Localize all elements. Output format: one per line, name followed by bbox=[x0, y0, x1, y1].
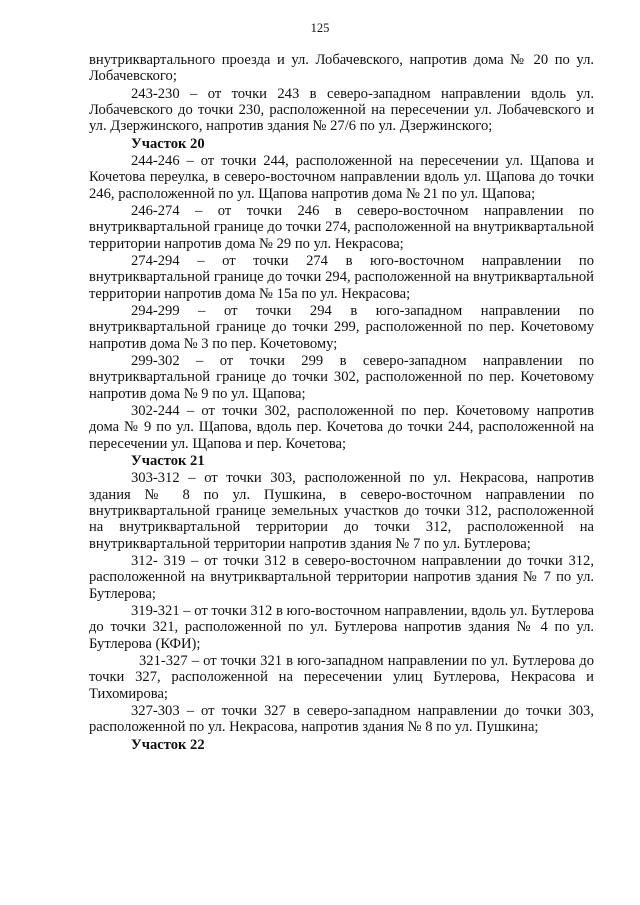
section-heading: Участок 22 bbox=[131, 736, 205, 753]
page-number: 125 bbox=[310, 21, 330, 35]
paragraph: 246-274 – от точки 246 в северо-восточном направлении по внутриквартальной границе до точки 274, расположенной на внутриквартальной территории напротив дома № 29 по ул. Некрасова; bbox=[89, 202, 594, 252]
section-heading: Участок 20 bbox=[131, 135, 205, 152]
paragraph: 274-294 – от точки 274 в юго-восточном направлении по внутриквартальной границе до точки 294, расположенной на внутриквартальной территории напротив дома № 15а по ул. Некрасова; bbox=[89, 252, 594, 302]
paragraph: 319-321 – от точки 312 в юго-восточном направлении, вдоль ул. Бутлерова до точки 321, расположенной по ул. Бутлерова напротив здания № 4 по ул. Бутлерова (КФИ); bbox=[89, 602, 594, 652]
paragraph: 312- 319 – от точки 312 в северо-восточном направлении до точки 312, расположенной на внутриквартальной территории напротив здания № 7 по ул. Бутлерова; bbox=[89, 552, 594, 602]
document-body bbox=[89, 52, 594, 754]
paragraph: 327-303 – от точки 327 в северо-западном направлении до точки 303, расположенной по ул. Некрасова, напротив здания № 8 по ул. Пушкина; bbox=[89, 703, 594, 736]
paragraph: 244-246 – от точки 244, расположенной на пересечении ул. Щапова и Кочетова переулка, в северо-восточном направлении вдоль ул. Щапова до точки 246, расположенной по ул. Щапова напротив дома № 21 по ул. Щапова; bbox=[89, 152, 594, 202]
paragraph: 321-327 – от точки 321 в юго-западном направлении по ул. Бутлерова до точки 327, расположенной на пересечении улиц Бутлерова, Некрасова и Тихомирова; bbox=[89, 652, 594, 702]
paragraph: 302-244 – от точки 302, расположенной по пер. Кочетовому напротив дома № 9 по ул. Щапова, вдоль пер. Кочетова до точки 244, расположенной на пересечении ул. Щапова и пер. Кочетова; bbox=[89, 402, 594, 452]
paragraph: внутриквартального проезда и ул. Лобачевского, напротив дома № 20 по ул. Лобачевского; bbox=[89, 52, 594, 85]
paragraph: 299-302 – от точки 299 в северо-западном направлении по внутриквартальной границе до точки 302, расположенной по пер. Кочетовому напротив дома № 9 по ул. Щапова; bbox=[89, 352, 594, 402]
paragraph: 243-230 – от точки 243 в северо-западном направлении вдоль ул. Лобачевского до точки 230, расположенной на пересечении ул. Лобачевского и ул. Дзержинского, напротив здания № 27/6 по ул. Дзержинского; bbox=[89, 85, 594, 135]
paragraph: 303-312 – от точки 303, расположенной по ул. Некрасова, напротив здания № 8 по ул. Пушкина, в северо-восточном направлении по внутриквартальной границе земельных участков до точки 312, расположенной на внутриквартальной территории до точки 312, расположенной на внутриквартальной территории напротив здания № 7 по ул. Бутлерова; bbox=[89, 470, 594, 552]
section-heading: Участок 21 bbox=[131, 452, 205, 469]
paragraph: 294-299 – от точки 294 в юго-западном направлении по внутриквартальной границе до точки 299, расположенной по пер. Кочетовому напротив дома № 3 по пер. Кочетовому; bbox=[89, 302, 594, 352]
